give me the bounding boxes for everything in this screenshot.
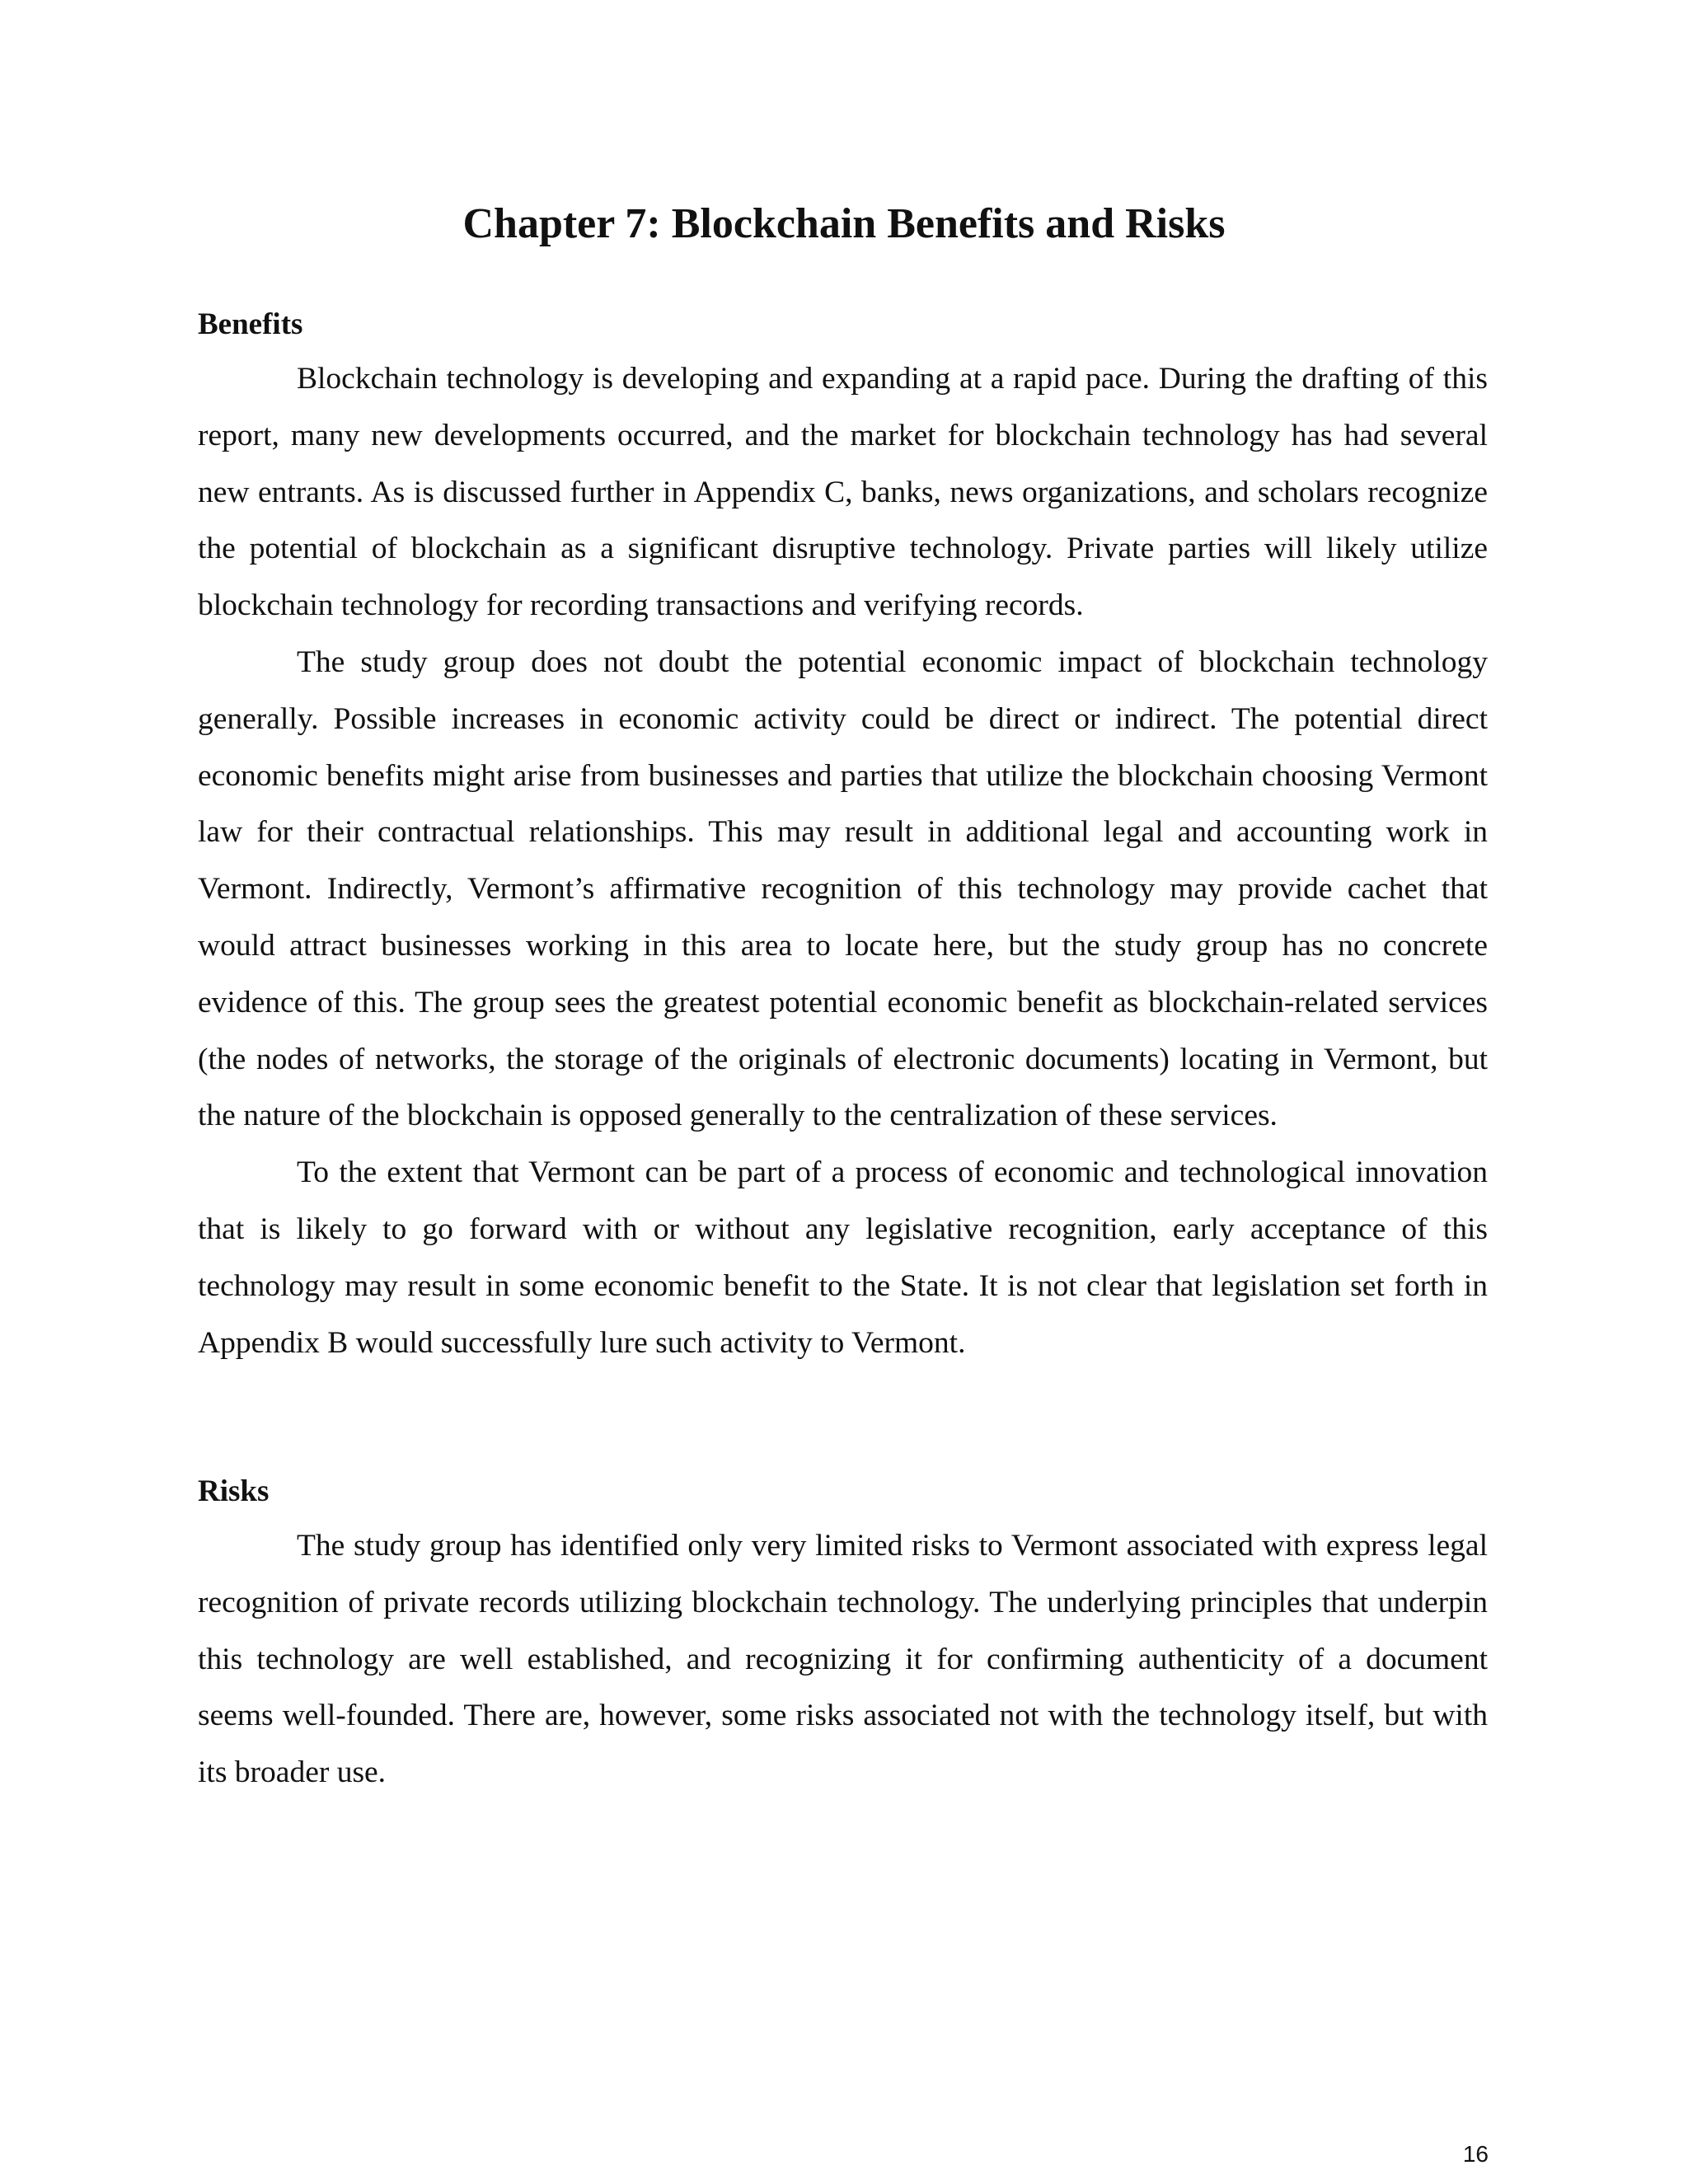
chapter-title: Chapter 7: Blockchain Benefits and Risks [462, 200, 1226, 247]
benefits-body [198, 351, 1488, 1371]
section-heading-risks: Risks [198, 1474, 270, 1508]
section-heading-benefits: Benefits [198, 307, 303, 341]
benefits-paragraph-1: Blockchain technology is developing and expanding at a rapid pace. During the drafting of this report, many new developments occurred, and the market for blockchain technology has had several new entrants. As is discussed further in Appendix C, banks, news organizations, and scholars recognize the potential of blockchain as a significant disruptive technology. Private parties will likely utilize blockchain technology for recording transactions and verifying records. [198, 362, 1488, 623]
page-number: 16 [1462, 2141, 1489, 2167]
risks-body [198, 1518, 1488, 1802]
benefits-paragraph-2: The study group does not doubt the potential economic impact of blockchain technology generally. Possible increases in economic activity could be direct or indirect. The potential direct economic benefits might arise from businesses and parties that utilize the blockchain choosing Vermont law for their contractual relationships. This may result in additional legal and accounting work in Vermont. Indirectly, Vermont’s affirmative recognition of this technology may provide cachet that would attract businesses working in this area to locate here, but the study group has no concrete evidence of this. The group sees the greatest potential economic benefit as blockchain-related services (the nodes of networks, the storage of the originals of electronic documents) locating in Vermont, but the nature of the blockchain is opposed generally to the centralization of these services. [198, 644, 1488, 1133]
benefits-paragraph-3: To the extent that Vermont can be part of a process of economic and technological innovation that is likely to go forward with or without any legislative recognition, early acceptance of this technology may result in some economic benefit to the State. It is not clear that legislation set forth in Appendix B would successfully lure such activity to Vermont. [198, 1155, 1488, 1360]
risks-paragraph-1: The study group has identified only very limited risks to Vermont associated with express legal recognition of private records utilizing blockchain technology. The underlying principles that underpin this technology are well established, and recognizing it for confirming authenticity of a document seems well-founded. There are, however, some risks associated not with the technology itself, but with its broader use. [198, 1529, 1488, 1790]
